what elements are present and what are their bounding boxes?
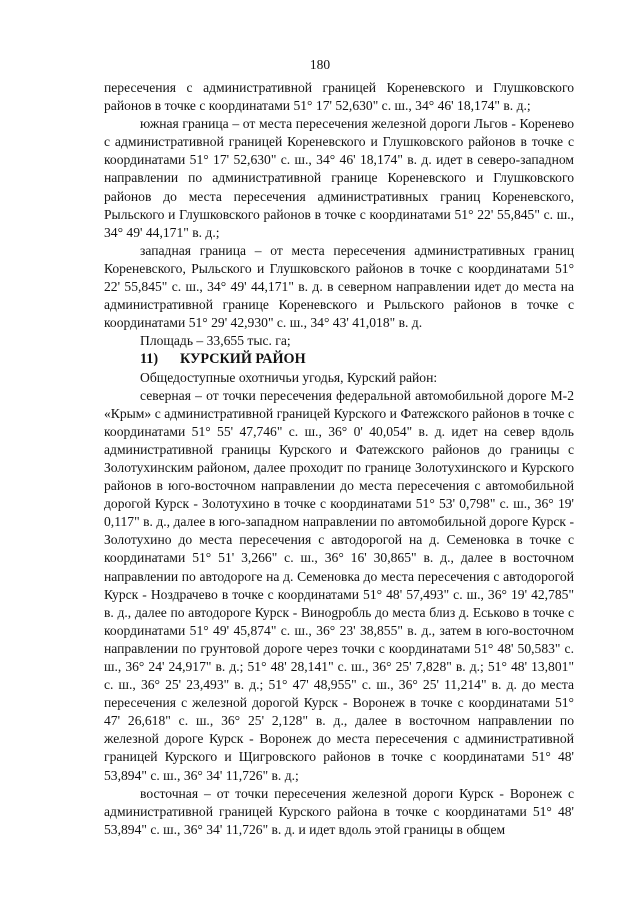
paragraph-eastern-border: восточная – от точки пересечения железной дороги Курск - Воронеж с административной границей Курского района в точке с координатами 51° 48' 53,894" с. ш., 36° 34' 11,726" в. д. и идет вдоль этой границы в общем — [104, 785, 574, 837]
document-body — [104, 79, 574, 839]
paragraph-continuation: пересечения с административной границей Кореневского и Глушковского районов в точке с координатами 51° 17' 52,630" с. ш., 34° 46' 18,174" в. д.; — [104, 80, 574, 114]
page-number: 180 — [309, 57, 331, 72]
paragraph-area: Площадь – 33,655 тыс. га; — [140, 333, 291, 349]
section-number: 11) — [140, 351, 159, 368]
paragraph-southern-border: южная граница – от места пересечения железной дороги Льгов - Коренево с административной границей Кореневского и Глушковского районов в точке с координатами 51° 17' 52,630" с. ш., 34° 46' 18,174" в. д. идет в северо-западном направлении по административной границе Кореневского и Глушковского районов до места пересечения административных границ Кореневского, Рыльского и Глушковского районов в точке с координатами 51° 22' 55,845" с. ш., 34° 49' 44,171" в. д.; — [104, 116, 574, 240]
section-title: КУРСКИЙ РАЙОН — [180, 351, 306, 368]
paragraph-hunting-grounds: Общедоступные охотничьи угодья, Курский район: — [140, 369, 438, 385]
section-heading — [104, 350, 574, 368]
paragraph-northern-border: северная – от точки пересечения федеральной автомобильной дороге М-2 «Крым» с административной границей Курского и Фатежского районов в точке с координатами 51° 55' 47,746" с. ш., 36° 0' 40,054" в. д. идет на север вдоль административной границы Курского и Фатежского районов до границы с Золотухинским районом, далее проходит по границе Золотухинского и Курского районов в юго-восточном направлении до места пересечения с автомобильной дорогой Курск - Золотухино в точке с координатами 51° 53' 0,798" с. ш., 36° 19' 0,117" в. д., далее в юго-западном направлении по автомобильной дороге Курск - Золотухино до места пересечения с автодорогой на д. Семеновка в точке с координатами 51° 51' 3,266" с. ш., 36° 16' 30,865" в. д., далее в восточном направлении по автодороге на д. Семеновка до места пересечения с автодорогой Курск - Ноздрачево в точке с координатами 51° 48' 57,493" с. ш., 36° 19' 42,785" в. д., далее по автодороге Курск - Винogробль до места близ д. Еськово в точке с координатами 51° 49' 45,874" с. ш., 36° 23' 38,855" в. д., затем в юго-восточном направлении по грунтовой дороге через точки с координатами 51° 48' 50,583" с. ш., 36° 24' 24,917" в. д.; 51° 48' 28,141" с. ш., 36° 25' 7,828" в. д.; 51° 48' 13,801" с. ш., 36° 25' 23,493" в. д.; 51° 47' 48,955" с. ш., 36° 25' 11,214" в. д. до места пересечения с железной дорогой Курск - Воронеж в точке с координатами 51° 47' 26,618" с. ш., 36° 25' 2,128" в. д., далее в восточном направлении по железной дороге Курск - Воронеж до места пересечения с административной границей Курского и Щигровского районов в точке с координатами 51° 48' 53,894" с. ш., 36° 34' 11,726" в. д.; — [104, 387, 574, 783]
paragraph-western-border: западная граница – от места пересечения административных границ Кореневского, Рыльского и Глушковского районов в точке с координатами 51° 22' 55,845" с. ш., 34° 49' 44,171" в. д. в северном направлении идет до места на административной границе Кореневского и Рыльского районов в точке с координатами 51° 29' 42,930" с. ш., 34° 43' 41,018" в. д. — [104, 242, 574, 331]
